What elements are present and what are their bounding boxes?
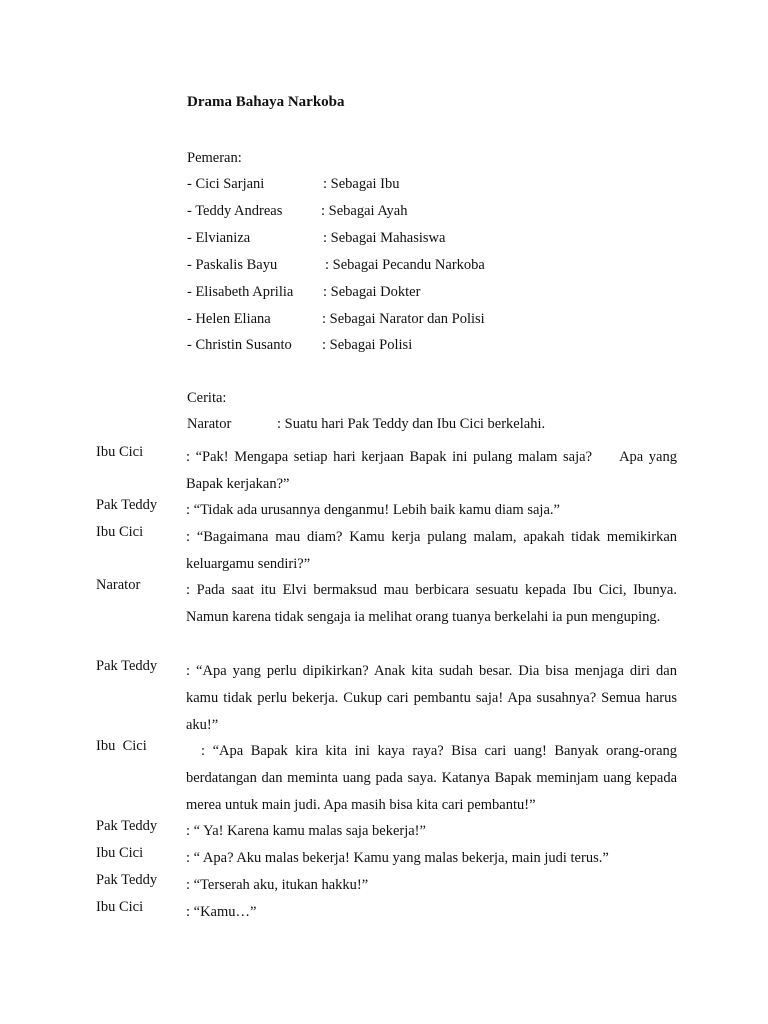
dialogue-text: : “Kamu…” [186,904,257,920]
dialogue-text: : “Tidak ada urusannya denganmu! Lebih baik kamu diam saja.” [186,502,560,518]
dialogue-text: : Suatu hari Pak Teddy dan Ibu Cici berkelahi. [277,416,546,432]
speaker-name: Ibu Cici [96,524,144,540]
cast-item [187,257,607,277]
dialogue-text: : “Apa Bapak kira kita ini kaya raya? Bisa cari uang! Banyak orang-orang berdatangan dan meminta uang pada saya. Katanya Bapak meminjam uang kepada merea untuk main judi. Apa masih bisa kita cari pembantu!” [186,743,681,813]
speaker-name: Ibu Cici [96,845,144,861]
speaker-name: Ibu Cici [96,899,144,915]
cast-role: : Sebagai Polisi [322,337,413,353]
speaker-name: Pak Teddy [96,658,158,674]
cast-item [187,230,607,250]
cast-name: - Teddy Andreas [187,203,283,219]
cast-item [187,337,607,357]
document-title: Drama Bahaya Narkoba [187,94,345,110]
cast-name: - Paskalis Bayu [187,257,278,273]
speaker-name: Ibu Cici [96,444,144,460]
speaker-name: Pak Teddy [96,497,158,513]
cast-item [187,176,607,196]
speaker-name: Narator [187,416,232,432]
speaker-name: Pak Teddy [96,872,158,888]
cast-name: - Elisabeth Aprilia [187,284,294,300]
cast-role: : Sebagai Ibu [323,176,400,192]
dialogue-text: : “Bagaimana mau diam? Kamu kerja pulang malam, apakah tidak memikirkan keluargamu sendiri?” [186,529,677,572]
speaker-name: Ibu Cici [96,738,147,754]
dialogue-text: : “Apa yang perlu dipikirkan? Anak kita sudah besar. Dia bisa menjaga diri dan kamu tidak perlu bekerja. Cukup cari pembantu saja! Apa susahnya? Semua harus aku!” [186,663,677,733]
dialogue-text: : “Pak! Mengapa setiap hari kerjaan Bapak ini pulang malam saja? Apa yang Bapak kerjakan?” [186,449,681,492]
cast-heading: Pemeran: [187,150,242,166]
dialogue-text: : “ Apa? Aku malas bekerja! Kamu yang malas bekerja, main judi terus.” [186,850,609,866]
cast-name: - Cici Sarjani [187,176,265,192]
cast-item [187,203,607,223]
story-heading: Cerita: [187,390,227,406]
cast-name: - Helen Eliana [187,311,271,327]
cast-name: - Elvianiza [187,230,251,246]
cast-item [187,311,607,331]
cast-role: : Sebagai Ayah [321,203,408,219]
dialogue-text: : “ Ya! Karena kamu malas saja bekerja!” [186,823,426,839]
cast-role: : Sebagai Pecandu Narkoba [325,257,485,273]
speaker-name: Narator [96,577,141,593]
cast-role: : Sebagai Mahasiswa [323,230,446,246]
dialogue-text: : Pada saat itu Elvi bermaksud mau berbicara sesuatu kepada Ibu Cici, Ibunya. Namun karena tidak sengaja ia melihat orang tuanya berkelahi ia pun menguping. [186,582,677,625]
cast-name: - Christin Susanto [187,337,292,353]
speaker-name: Pak Teddy [96,818,158,834]
cast-role: : Sebagai Narator dan Polisi [322,311,485,327]
dialogue-text: : “Terserah aku, itukan hakku!” [186,877,369,893]
cast-role: : Sebagai Dokter [323,284,421,300]
cast-item [187,284,607,304]
